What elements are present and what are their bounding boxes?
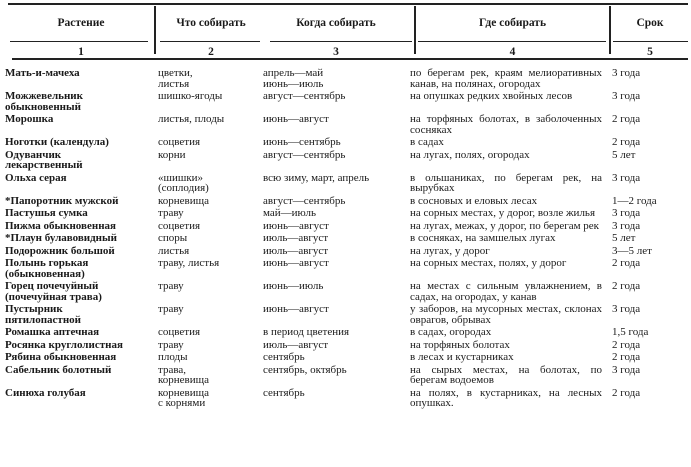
what-to-collect: листья [158,244,190,257]
where-to-collect: у заборов, на мусорных местах, склонах оврагов, обрывах [410,303,602,326]
where-to-collect: в садах [410,136,444,148]
table-row [5,208,687,221]
plant-name: Рябина обыкновенная [5,351,117,363]
plant-name: Пастушья сумка [5,207,88,219]
what-to-collect: споры [158,232,188,244]
header-where: Где собирать [478,17,547,29]
plant-name: Росянка круглолистная [5,338,123,351]
when-to-collect: июнь—август [263,219,329,232]
when-to-collect: июль—август [263,232,329,244]
when-to-collect: август—сентябрь [263,90,346,102]
where-to-collect: на сорных местах, полях, у дорог [410,257,567,269]
where-to-collect: на лугах, у дорог [410,244,490,257]
when-to-collect: июнь—июль [263,280,324,292]
when-to-collect: июль—август [263,338,329,351]
plant-name: Полынь горькая (обыкновенная) [5,257,89,280]
table-row [5,352,687,365]
where-to-collect: на лугах, полях, огородах [410,148,530,161]
where-to-collect: в сосняках, на замшелых лугах [410,232,556,244]
storage-term: 3 года [612,219,641,232]
where-to-collect: на сырых местах, на болотах, по берегам водоемов [410,363,602,386]
what-to-collect: траву [158,207,184,219]
plant-name: Мать-и-мачеха [5,67,80,79]
plant-name: Ольха серая [5,171,67,184]
header-rule [418,41,606,42]
when-to-collect: сентябрь, октябрь [263,363,347,376]
storage-term: 2 года [612,136,641,148]
what-to-collect: траву [158,303,184,315]
where-to-collect: в лесах и кустарниках [410,351,514,363]
what-to-collect: корни [158,148,186,161]
storage-term: 3 года [612,67,641,79]
column-number: 3 [333,46,339,58]
storage-term: 3 года [612,207,641,219]
table-row [5,304,687,327]
storage-term: 2 года [612,351,641,363]
when-to-collect: сентябрь [263,386,305,399]
plant-name: Морошка [5,113,54,125]
header-term: Срок [636,17,664,29]
when-to-collect: май—июль [263,207,316,219]
what-to-collect: трава, корневища [158,363,209,386]
storage-term: 5 лет [612,232,636,244]
where-to-collect: в садах, огородах [410,326,492,338]
what-to-collect: соцветия [158,219,201,232]
table-row [5,91,687,114]
where-to-collect: на сорных местах, у дорог, возле жилья [410,207,596,219]
table-row [5,114,687,137]
when-to-collect: апрель—май июнь—июль [263,67,324,90]
header-rule [270,41,412,42]
what-to-collect: плоды [158,351,188,363]
header-what: Что собирать [176,17,246,29]
where-to-collect: на лугах, межах, у дорог, по берегам рек [410,219,600,232]
where-to-collect: по берегам рек, краям мелиоративных канав, на полянах, огородах [410,67,602,90]
when-to-collect: июль—август [263,244,329,257]
header-when: Когда собирать [296,17,376,29]
storage-term: 1,5 года [612,326,649,338]
what-to-collect: «шишки» (соплодия) [158,171,209,194]
storage-term: 2 года [612,338,641,351]
column-number: 2 [208,46,214,58]
table-row [5,150,687,173]
what-to-collect: траву [158,280,184,292]
plant-name: Горец почечуйный (почечуйная трава) [5,280,102,303]
what-to-collect: листья, плоды [158,113,225,125]
when-to-collect: всю зиму, март, апрель [263,171,370,184]
storage-term: 3 года [612,363,641,376]
what-to-collect: шишко-ягоды [158,90,223,102]
where-to-collect: на торфяных болотах, в заболоченных сосняках [410,113,602,136]
column-number: 4 [509,46,516,58]
plant-name: Ноготки (календула) [5,136,109,148]
storage-term: 3 года [612,171,641,184]
storage-term: 2 года [612,113,641,125]
column-number: 5 [647,46,653,58]
table-row [5,327,687,340]
table-body [5,68,687,411]
when-to-collect: сентябрь [263,351,305,363]
what-to-collect: траву, листья [158,257,220,269]
storage-term: 1—2 года [612,194,657,207]
table-row [5,258,687,281]
plant-name: Пустырник пятилопастной [5,303,82,326]
table-row [5,137,687,150]
where-to-collect: в сосновых и еловых лесах [410,194,538,207]
plant-name: Сабельник болотный [5,363,112,376]
where-to-collect: на полях, в кустарниках, на лесных опушках. [410,386,602,409]
table-row [5,388,687,411]
when-to-collect: июнь—август [263,303,329,315]
header-rule [613,41,688,42]
column-number: 1 [78,46,84,58]
plant-name: Ромашка аптечная [5,326,100,338]
table-row [5,173,687,196]
when-to-collect: август—сентябрь [263,148,346,161]
what-to-collect: траву [158,338,184,351]
storage-term: 2 года [612,257,641,269]
plant-name: Можжевельник обыкновенный [5,90,83,113]
plant-name: Синюха голубая [5,386,86,399]
when-to-collect: июнь—август [263,113,329,125]
header-plant: Растение [57,17,105,29]
plant-name: *Папоротник мужской [5,194,119,207]
header-rule [160,41,260,42]
where-to-collect: на местах с сильным увлажнением, в садах, на огородах, у канав [410,280,602,303]
plant-name: *Плаун булавовидный [5,232,117,244]
when-to-collect: август—сентябрь [263,194,346,207]
what-to-collect: корневища с корнями [158,386,209,409]
what-to-collect: соцветия [158,136,201,148]
when-to-collect: в период цветения [263,326,350,338]
plant-name: Подорожник большой [5,244,115,257]
top-rule [8,3,688,5]
storage-term: 5 лет [612,148,636,161]
header-bottom-rule [12,58,688,60]
when-to-collect: июнь—август [263,257,329,269]
storage-term: 3—5 лет [612,244,652,257]
what-to-collect: цветки, листья [158,67,193,90]
storage-term: 2 года [612,280,641,292]
table-row [5,68,687,91]
what-to-collect: корневища [158,194,209,207]
plant-name: Одуванчик лекарственный [5,148,83,171]
table-row [5,233,687,246]
where-to-collect: на опушках редких хвойных лесов [410,90,573,102]
table-row [5,365,687,388]
where-to-collect: в ольшаниках, по берегам рек, на вырубках [410,171,602,194]
where-to-collect: на торфяных болотах [410,338,510,351]
storage-term: 2 года [612,386,641,399]
when-to-collect: июнь—сентябрь [263,136,341,148]
plant-name: Пижма обыкновенная [5,219,116,232]
table-row [5,246,687,259]
what-to-collect: соцветия [158,326,201,338]
table-row [5,281,687,304]
storage-term: 3 года [612,90,641,102]
storage-term: 3 года [612,303,641,315]
header-rule [10,41,148,42]
